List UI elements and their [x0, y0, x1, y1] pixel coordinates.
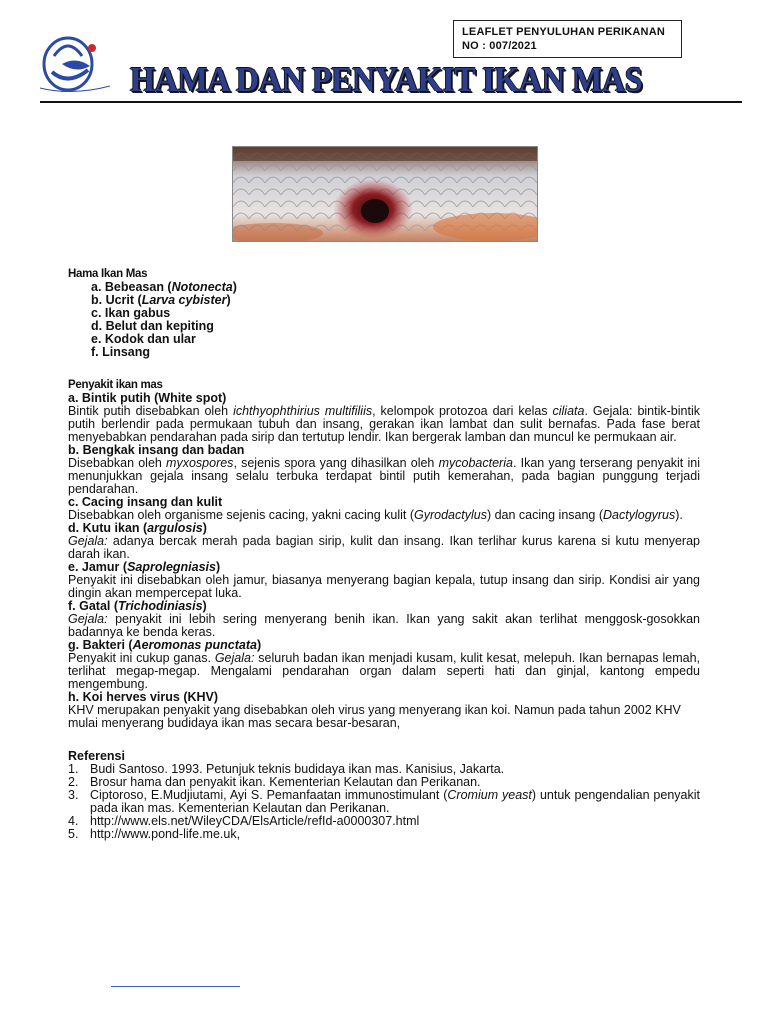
list-item: 2. Brosur hama dan penyakit ikan. Kementerian Kelautan dan Perikanan. [68, 775, 481, 789]
diseases-heading: Penyakit ikan mas [68, 379, 163, 391]
references-heading: Referensi [68, 749, 125, 763]
disease-e-text: Penyakit ini disebabkan oleh jamur, biasanya menyerang bagian kepala, tutup insang dan sirip. Kondisi air yang dingin akan mempercepat luka. [68, 573, 700, 600]
list-item: a. Bebeasan (Notonecta) [91, 280, 237, 294]
ministry-logo-icon [32, 26, 122, 96]
disease-f-text: Gejala: penyakit ini lebih sering menyerang benih ikan. Ikan yang sakit akan terlihat menggosk-gosokkan badannya ke benda keras. [68, 612, 700, 639]
disease-b-text: Disebabkan oleh myxospores, sejenis spora yang dihasilkan oleh mycobacteria. Ikan yang terserang penyakit ini menunjukkan gejala insang selalu terbuka terdapat bintil putih kemerahan, pada bagian punggung terjadi pendarahan. [68, 456, 700, 496]
disease-d-text: Gejala: adanya bercak merah pada bagian sirip, kulit dan insang. Ikan terlihar kurus karena si kutu menyerap darah ikan. [68, 534, 700, 561]
header-divider [40, 101, 742, 103]
disease-g-text: Penyakit ini cukup ganas. Gejala: seluruh badan ikan menjadi kusam, kulit kesat, melepuh. Ikan bernapas lemah, terlihat megap-megap. Mengalami pendarahan organ dalam seperti hati dan ginjal, kantong empedu mengembung. [68, 651, 700, 691]
list-item: d. Belut dan kepiting [91, 319, 214, 333]
disease-h-text: KHV merupakan penyakit yang disebabkan oleh virus yang menyerang ikan koi. Namun pada tahun 2002 KHV mulai menyerang budidaya ikan mas secara besar-besaran, [68, 703, 681, 730]
disease-a-text: Bintik putih disebabkan oleh ichthyophthirius multifiliis, kelompok protozoa dari kelas ciliata. Gejala: bintik-bintik putih berlendir pada permukaan tubuh dan insang, gerakan ikan lambat dan sulit bernafas. Pada fase berat menyebabkan pendarahan pada sirip dan tertutup lendir. Ikan bergerak lamban dan muncul ke permukaan air. [68, 404, 700, 444]
leaflet-info-box [453, 20, 682, 58]
references-list [68, 763, 700, 841]
fish-scale-lesion-photo [232, 146, 538, 242]
pests-heading: Hama Ikan Mas [68, 268, 148, 280]
disease-d-title: d. Kutu ikan (argulosis) [68, 521, 207, 535]
list-item: 5. http://www.pond-life.me.uk, [68, 827, 241, 841]
list-item: 1. Budi Santoso. 1993. Petunjuk teknis budidaya ikan mas. Kanisius, Jakarta. [68, 762, 505, 776]
page-title: HAMA DAN PENYAKIT IKAN MAS [130, 60, 643, 99]
footnote-link-line[interactable] [111, 986, 240, 987]
list-item: 3. Ciptoroso, E.Mudjiutami, Ayi S. Pemanfaatan immunostimulant (Cromium yeast) untuk pengendalian penyakit pada ikan mas. Kementerian Kelautan dan Perikanan. [68, 788, 700, 815]
leaflet-title: LEAFLET PENYULUHAN PERIKANAN [462, 26, 665, 38]
disease-b-title: b. Bengkak insang dan badan [68, 443, 245, 457]
disease-a-title: a. Bintik putih (White spot) [68, 391, 227, 405]
disease-h-title: h. Koi herves virus (KHV) [68, 690, 219, 704]
disease-c-text: Disebabkan oleh organisme sejenis cacing, yakni cacing kulit (Gyrodactylus) dan cacing insang (Dactylogyrus). [68, 508, 683, 522]
list-item: c. Ikan gabus [91, 306, 171, 320]
leaflet-number: NO : 007/2021 [462, 40, 537, 52]
disease-c-title: c. Cacing insang dan kulit [68, 495, 223, 509]
disease-g-title: g. Bakteri (Aeromonas punctata) [68, 638, 262, 652]
disease-e-title: e. Jamur (Saprolegniasis) [68, 560, 221, 574]
list-item: f. Linsang [91, 345, 151, 359]
leaflet-body [68, 268, 700, 841]
list-item: b. Ucrit (Larva cybister) [91, 293, 231, 307]
disease-f-title: f. Gatal (Trichodiniasis) [68, 599, 207, 613]
list-item: 4. http://www.els.net/WileyCDA/ElsArticle/refId-a0000307.html [68, 814, 420, 828]
pest-list [68, 281, 700, 359]
list-item: e. Kodok dan ular [91, 332, 196, 346]
